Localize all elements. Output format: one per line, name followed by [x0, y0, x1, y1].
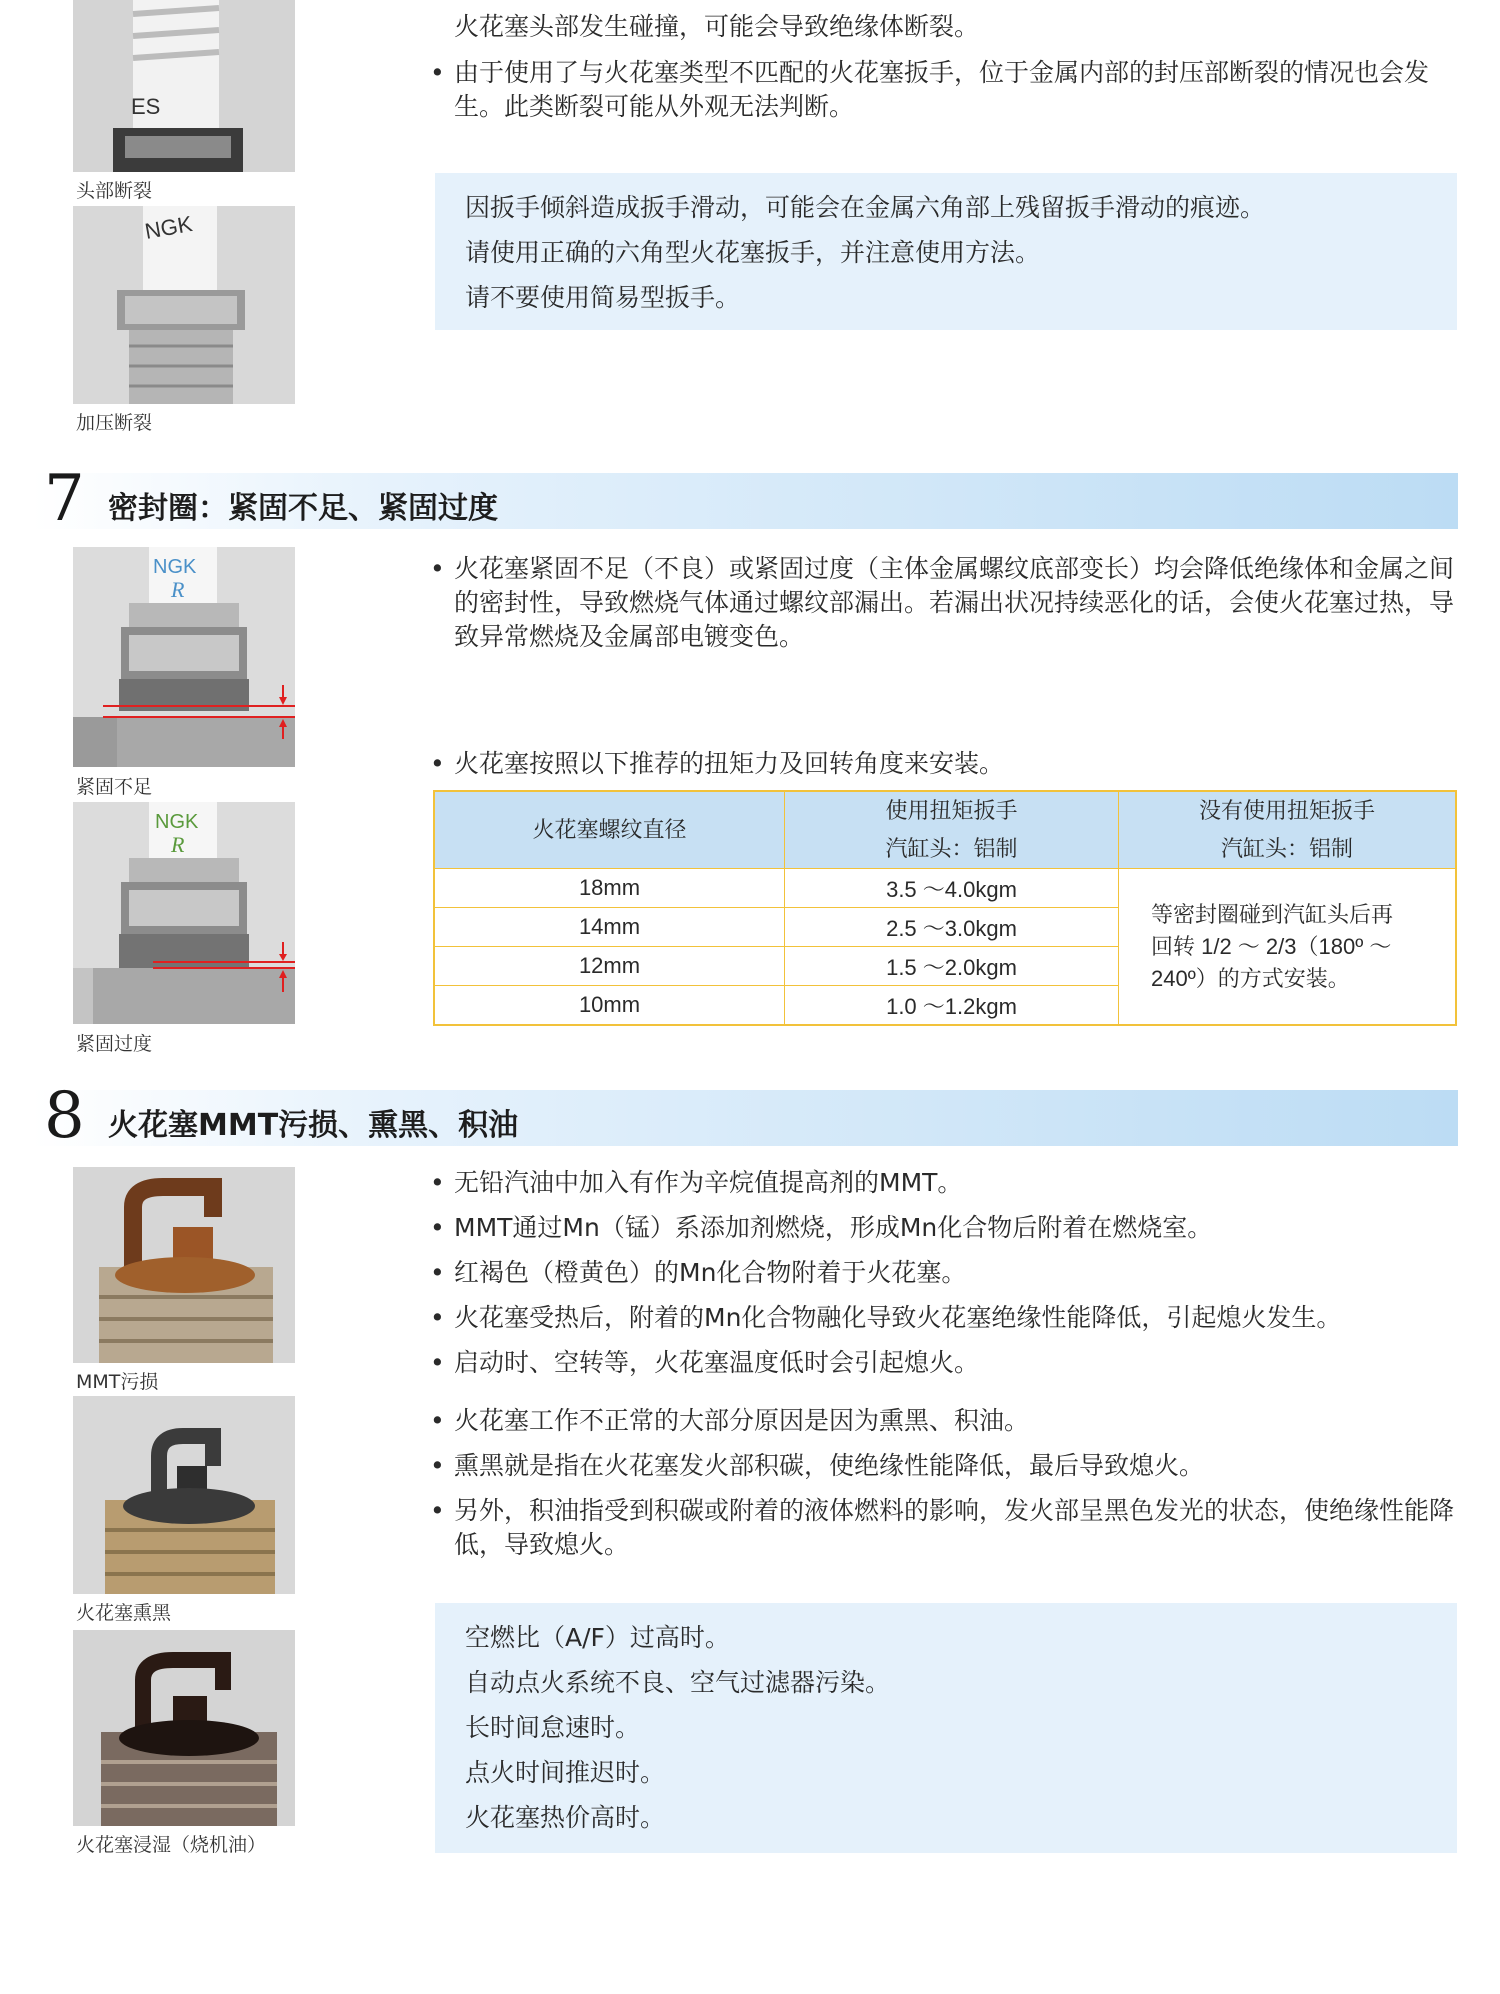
header-without-torque-wrench [1119, 791, 1457, 869]
photo-text-es: ES [131, 94, 161, 119]
table-cell: 2.5 ～3.0kgm [785, 908, 1119, 947]
header-line: 使用扭矩扳手 [885, 798, 1018, 823]
caption-over-tightened: 紧固过度 [76, 1033, 153, 1055]
photo-mmt-fouling [73, 1167, 295, 1363]
photo-text-ngk: NGK [155, 811, 199, 833]
section6-bullet1-tail: 火花塞头部发生碰撞，可能会导致绝缘体断裂。 [454, 12, 980, 41]
table-cell: 14mm [434, 908, 785, 947]
photo-carbon-fouling [73, 1396, 295, 1594]
caption-mmt-fouling: MMT污损 [76, 1371, 159, 1393]
section7-bullet: • 火花塞按照以下推荐的扭矩力及回转角度来安装。 [428, 747, 1458, 781]
merged-note-line: 回转 1/2 ～ 2/3（180º ～ [1151, 933, 1392, 959]
svg-text:R: R [171, 577, 185, 602]
section-number: 8 [44, 1079, 85, 1153]
photo-pressure-fracture [73, 206, 295, 404]
header-with-torque-wrench [785, 791, 1119, 869]
section8-bullets-a [428, 1166, 1458, 1391]
section7-bullet: • 火花塞紧固不足（不良）或紧固过度（主体金属螺纹底部变长）均会降低绝缘体和金属之间的密封性，导致燃烧气体通过螺纹部漏出。若漏出状况持续恶化的话，会使火花塞过热，导致异常燃烧及金属部电镀变色。 [428, 552, 1458, 654]
section7-bullets-a [428, 552, 1458, 665]
table-cell: 3.5 ～4.0kgm [785, 869, 1119, 908]
table-row [434, 869, 1456, 908]
photo-over-tightened [73, 802, 295, 1024]
caption-oil-fouling: 火花塞浸湿（烧机油） [76, 1834, 267, 1856]
section-title: 密封圈：紧固不足、紧固过度 [108, 491, 498, 526]
note-line: 请不要使用简易型扳手。 [465, 283, 741, 312]
note-line: 请使用正确的六角型火花塞扳手，并注意使用方法。 [465, 238, 1041, 267]
caption-carbon-fouling: 火花塞熏黑 [76, 1602, 172, 1624]
note-line: 点火时间推迟时。 [465, 1758, 666, 1787]
table-cell: 1.5 ～2.0kgm [785, 947, 1119, 986]
section7-header [32, 462, 1458, 536]
header-line: 汽缸头：铝制 [885, 836, 1018, 861]
header-thread-diameter: 火花塞螺纹直径 [434, 791, 785, 869]
table-cell: 12mm [434, 947, 785, 986]
table-cell: 1.0 ～1.2kgm [785, 986, 1119, 1026]
merged-note-line: 等密封圈碰到汽缸头后再 [1151, 901, 1394, 927]
section8-bullet: • 红褐色（橙黄色）的Mn化合物附着于火花塞。 [428, 1256, 1458, 1290]
section8-bullet: • MMT通过Mn（锰）系添加剂燃烧，形成Mn化合物后附着在燃烧室。 [428, 1211, 1458, 1245]
section8-bullets-b [428, 1404, 1458, 1573]
torque-table [433, 790, 1457, 1026]
section8-bullet: • 火花塞受热后，附着的Mn化合物融化导致火花塞绝缘性能降低，引起熄火发生。 [428, 1301, 1458, 1335]
section8-header [32, 1079, 1458, 1153]
section8-note-box [435, 1603, 1457, 1853]
photo-head-fracture [73, 0, 295, 172]
section8-bullet: • 无铅汽油中加入有作为辛烷值提高剂的MMT。 [428, 1166, 1458, 1200]
section-title: 火花塞MMT污损、熏黑、积油 [108, 1108, 519, 1143]
photo-oil-fouling [73, 1630, 295, 1826]
header-line: 没有使用扭矩扳手 [1198, 798, 1375, 823]
svg-text:R: R [171, 832, 185, 857]
note-line: 空燃比（A/F）过高时。 [465, 1623, 730, 1652]
photo-text-ngk: NGK [153, 556, 197, 578]
section6-note-box [435, 173, 1457, 330]
section-number: 7 [44, 462, 85, 536]
caption-under-tightened: 紧固不足 [76, 776, 153, 798]
section8-bullet: • 火花塞工作不正常的大部分原因是因为熏黑、积油。 [428, 1404, 1458, 1438]
section8-bullet: • 熏黑就是指在火花塞发火部积碳，使绝缘性能降低，最后导致熄火。 [428, 1449, 1458, 1483]
note-line: 长时间怠速时。 [465, 1713, 641, 1742]
note-line: 自动点火系统不良、空气过滤器污染。 [465, 1668, 891, 1697]
table-cell: 18mm [434, 869, 785, 908]
section8-bullet: • 启动时、空转等，火花塞温度低时会引起熄火。 [428, 1346, 1458, 1380]
section6-bullet: • 由于使用了与火花塞类型不匹配的火花塞扳手，位于金属内部的封压部断裂的情况也会发生。此类断裂可能从外观无法判断。 [428, 56, 1458, 124]
table-cell: 10mm [434, 986, 785, 1026]
caption-pressure-fracture: 加压断裂 [76, 412, 153, 434]
section7-bullets-b [428, 747, 1458, 792]
section6-bullets [428, 56, 1458, 135]
header-line: 汽缸头：铝制 [1220, 836, 1353, 861]
photo-text-ngk: NGK [142, 211, 195, 244]
photo-under-tightened [73, 547, 295, 767]
note-line: 火花塞热价高时。 [465, 1803, 666, 1832]
merged-note-line: 240º）的方式安装。 [1151, 965, 1350, 991]
caption-head-fracture: 头部断裂 [76, 180, 153, 202]
section8-bullet: • 另外，积油指受到积碳或附着的液体燃料的影响，发火部呈黑色发光的状态，使绝缘性能降低，导致熄火。 [428, 1494, 1458, 1562]
note-line: 因扳手倾斜造成扳手滑动，可能会在金属六角部上残留扳手滑动的痕迹。 [465, 193, 1266, 222]
table-merged-note [1119, 869, 1457, 1026]
